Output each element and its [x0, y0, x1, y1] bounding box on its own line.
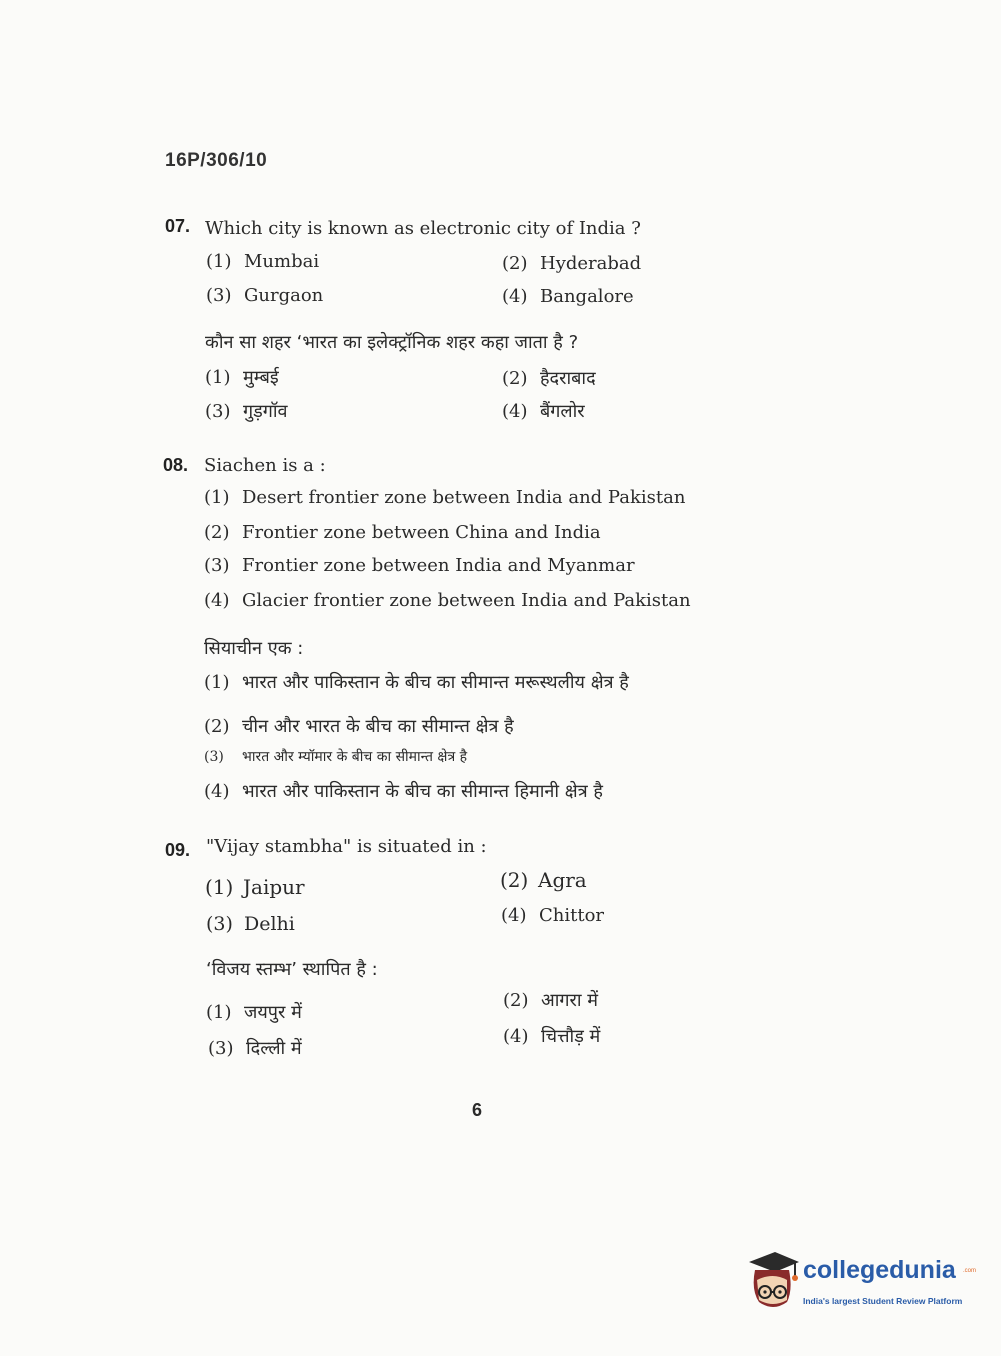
option-1: (1) Mumbai — [206, 251, 320, 272]
option-3: (3) Gurgaon — [206, 285, 324, 306]
collegedunia-logo — [745, 1250, 975, 1320]
question-text: "Vijay stambha" is situated in : — [206, 836, 487, 857]
page-number: 6 — [472, 1100, 483, 1120]
option-3: (3) Delhi — [206, 913, 295, 935]
logo-wordmark: collegedunia — [803, 1256, 956, 1284]
hindi-option-4: (4) भारत और पाकिस्तान के बीच का सीमान्त हिमानी क्षेत्र है — [204, 781, 603, 802]
question-number: 09. — [165, 840, 191, 860]
option-4: (4) Glacier frontier zone between India and Pakistan — [204, 590, 691, 611]
hindi-option-3: (3) दिल्ली में — [208, 1038, 302, 1059]
hindi-question-text: कौन सा शहर ‘भारत का इलेक्ट्रॉनिक शहर कहा जाता है ? — [205, 332, 579, 353]
option-3: (3) Frontier zone between India and Myanmar — [204, 555, 635, 576]
option-1: (1) Jaipur — [205, 875, 305, 899]
hindi-question-text: ‘विजय स्तम्भ’ स्थापित है : — [206, 959, 378, 980]
option-1: (1) Desert frontier zone between India and Pakistan — [204, 487, 686, 508]
hindi-option-4: (4) बैंगलोर — [502, 401, 585, 422]
logo-tagline: India's largest Student Review Platform — [803, 1296, 963, 1306]
hindi-option-3: (3) गुड़गॉव — [205, 401, 288, 422]
hindi-option-3: (3) भारत और म्यॉमार के बीच का सीमान्त क्षेत्र है — [204, 749, 468, 765]
hindi-option-4: (4) चित्तौड़ में — [503, 1026, 601, 1047]
question-text: Which city is known as electronic city of India ? — [205, 218, 641, 239]
hindi-question-text: सियाचीन एक : — [204, 638, 304, 659]
option-2: (2) Frontier zone between China and India — [204, 522, 601, 543]
option-4: (4) Bangalore — [502, 286, 634, 307]
paper-code: 16P/306/10 — [165, 150, 268, 171]
question-number: 07. — [165, 216, 191, 236]
mascot-icon — [745, 1250, 801, 1314]
hindi-option-2: (2) चीन और भारत के बीच का सीमान्त क्षेत्र है — [204, 716, 514, 737]
logo-suffix: .com — [963, 1268, 977, 1274]
option-2: (2) Hyderabad — [502, 253, 642, 274]
question-number: 08. — [163, 455, 189, 475]
option-2: (2) Agra — [500, 868, 587, 892]
hindi-option-1: (1) जयपुर में — [206, 1002, 302, 1023]
hindi-option-1: (1) मुम्बई — [205, 367, 279, 388]
hindi-option-2: (2) हैदराबाद — [502, 368, 596, 389]
option-4: (4) Chittor — [501, 905, 605, 926]
question-text: Siachen is a : — [204, 455, 326, 476]
hindi-option-1: (1) भारत और पाकिस्तान के बीच का सीमान्त मरूस्थलीय क्षेत्र है — [204, 672, 629, 693]
hindi-option-2: (2) आगरा में — [503, 990, 599, 1011]
